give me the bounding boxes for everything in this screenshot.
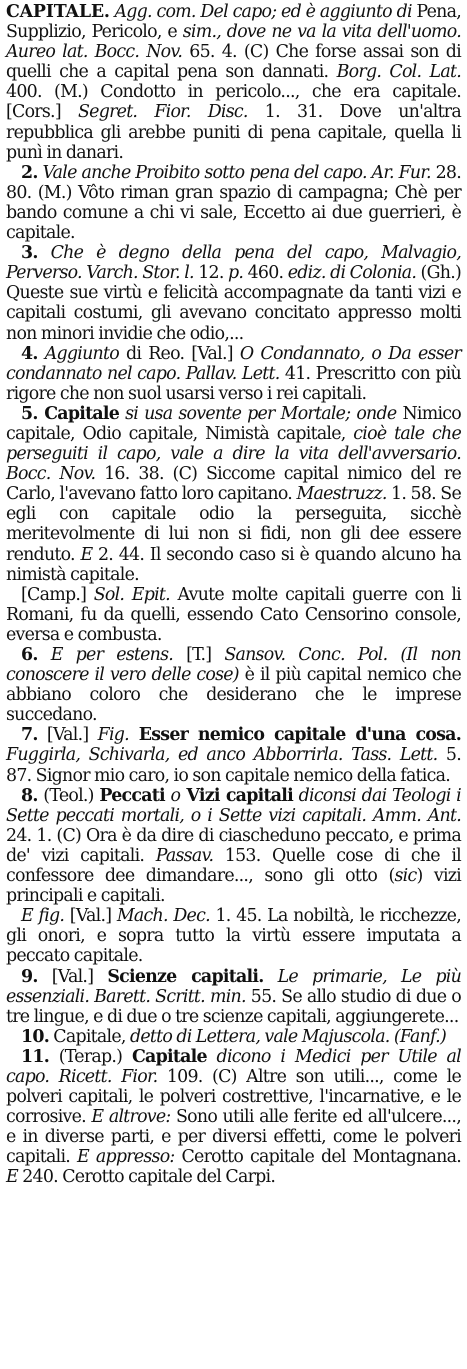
sense-11: 11. (Terap.) Capitale dicono i Medici per Utile al capo. Ricett. Fior. 109. (C) Altre son utili..., come le polveri capitali, le polveri costrettive, l'incarnative, e le corrosive. E altrove: Sono utili alle ferite ed all'ulcere..., e in diverse parti, e per diversi effetti, come le polveri capitali. E appresso: Cerotto capitale del Montagnana. E 240. Cerotto capitale del Carpi. [6,1046,461,1188]
sense-7: 7. [Val.] Fig. Esser nemico capitale d'una cosa. Fuggirla, Schivarla, ed anco Abborrirla. Tass. Lett. 5. 87. Signor mio caro, io son capitale nemico della fatica. [6,725,461,786]
sense-number: 2. [21,162,38,183]
sense-number: 3. [21,243,38,264]
sense-number: 11. [21,1046,50,1067]
sense-8-figurative: E fig. [Val.] Mach. Dec. 1. 45. La nobiltà, le ricchezze, gli onori, e sopra tutto la virtù essere imputata a peccato capitale. [6,906,461,967]
headword: CAPITALE. [6,2,110,22]
sense-number: 4. [21,343,38,364]
sense-8: 8. (Teol.) Peccati o Vizi capitali diconsi dai Teologi i Sette peccati mortali, o i Sette vizi capitali. Amm. Ant. 24. 1. (C) Ora è da dire di ciascheduno peccato, e prima de' vizi capitali. Passav. 153. Quelle cose di che il confessore dee dimandare..., sono gli otto (sic) vizi principali e capitali. [6,785,461,907]
sense-number: 10. [21,1026,50,1047]
sense-5: 5. Capitale si usa sovente per Mortale; onde Nimico capitale, Odio capitale, Nimistà capitale, cioè tale che perseguiti il capo, vale a dire la vita dell'avversario. Bocc. Nov. 16. 38. (C) Siccome capital nimico del re Carlo, l'avevano fatto loro capitano. Maestruzz. 1. 58. Se egli con capitale odio la perseguita, sicchè meritevolmente di lui non si fidi, non gli dee essere renduto. E 2. 44. Il secondo caso si è quando alcuno ha nimistà capitale. [6,403,462,585]
sense-number: 6. [21,645,38,665]
sense-5-citation: [Camp.] Sol. Epit. Avute molte capitali guerre con li Romani, fu da quelli, essendo Cato Censorino console, eversa e combusta. [6,584,461,645]
sense-4: 4. Aggiunto di Reo. [Val.] O Condannato, o Da esser condannato nel capo. Pallav. Lett. 41. Prescritto con più rigore che non suol usarsi verso i rei capitali. [6,343,461,404]
sense-2: 2. Vale anche Proibito sotto pena del capo. Ar. Fur. 28. 80. (M.) Vôto riman gran spazio di campagna; Chè per bando comune a chi vi sale, Eccetto ai due guerrieri, è capitale. [6,162,462,244]
sense-number: 5. [21,403,38,424]
sense-6: 6. E per estens. [T.] Sansov. Conc. Pol. (Il non conoscere il vero delle cose) è il più capital nemico che abbiano coloro che desiderano che le imprese succedano. [6,645,461,726]
sense-number: 9. [21,966,38,987]
entry-definition-main: CAPITALE. Agg. com. Del capo; ed è aggiunto di Pena, Supplizio, Pericolo, e sim., dove ne va la vita dell'uomo. Aureo lat. Bocc. Nov. 65. 4. (C) Che forse assai son di quelli che a capital pena son dannati. Borg. Col. Lat. 400. (M.) Condotto in pericolo..., che era capitale. [Cors.] Segret. Fior. Disc. 1. 31. Dove un'altra repubblica gli arebbe puniti di pena capitale, quella li punì in danari. [6,2,461,163]
sense-3: 3. Che è degno della pena del capo, Malvagio, Perverso. Varch. Stor. l. 12. p. 460. ediz. di Colonia. (Gh.) Queste sue virtù e felicità accompagnate da tanti vizi e capitali costumi, gli avevano concitato appresso molti non minori invidie che odio,... [6,243,462,344]
sense-number: 8. [21,785,38,806]
sense-9: 9. [Val.] Scienze capitali. Le primarie, Le più essenziali. Barett. Scritt. min. 55. Se allo studio di due o tre lingue, e di due o tre scienze capitali, aggiungerete... [6,966,462,1027]
sense-10: 10. Capitale, detto di Lettera, vale Majuscola. (Fanf.) [21,1026,446,1047]
sense-number: 7. [21,725,38,746]
